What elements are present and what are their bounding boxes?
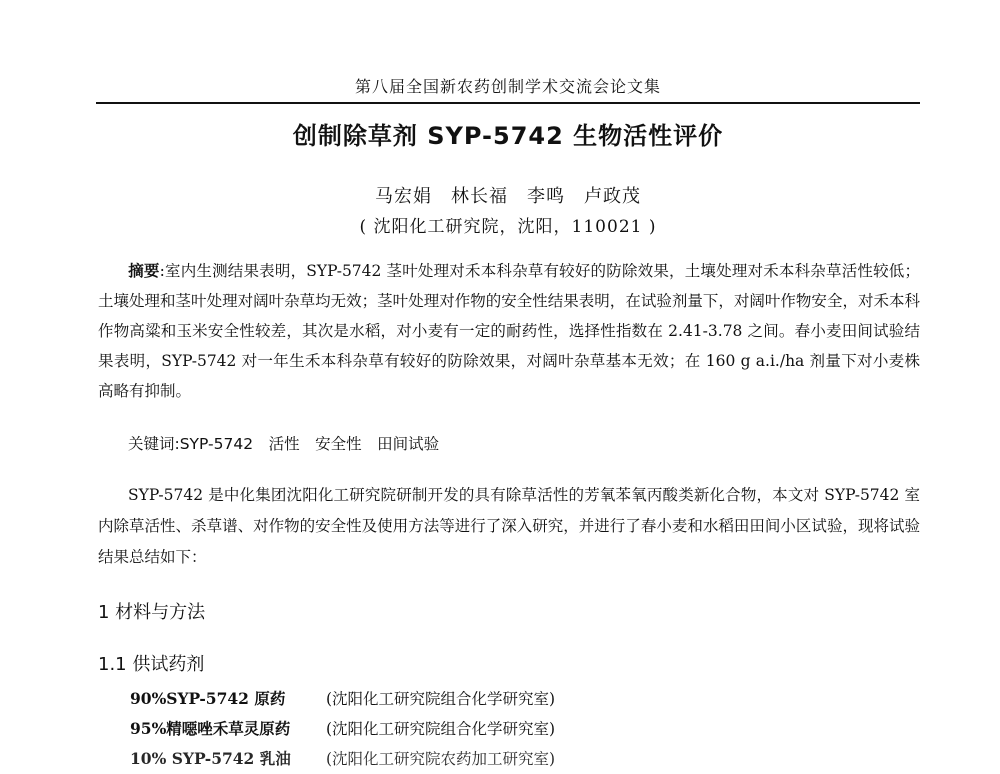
abstract-text: :室内生测结果表明，SYP-5742 茎叶处理对禾本科杂草有较好的防除效果，土壤处理对禾本科杂草活性较低；土壤处理和茎叶处理对阔叶杂草均无效；茎叶处理对作物的安全性结果表明，在试验剂量下，对阔叶作物安全，对禾本科作物高粱和玉米安全性较差，其次是水稻，对小麦有一定的耐药性，选择性指数在 2.41-3.78 之间。春小麦田间试验结果表明，SYP-5742 对一年生禾本科杂草有较好的防除效果，对阔叶杂草基本无效；在 160 g a.i./ha 剂量下对小麦株高略有抑制。 [98,262,920,400]
header-rule [96,102,920,104]
author-list: 马宏娟 林长福 李鸣 卢政茂 [375,186,641,207]
section-heading: 1 材料与方法 [98,602,206,623]
abstract [98,256,920,406]
material-source: (沈阳化工研究院组合化学研究室) [326,720,556,738]
intro-text: SYP-5742 是中化集团沈阳化工研究院研制开发的具有除草活性的芳氧苯氧丙酸类新化合物，本文对 SYP-5742 室内除草活性、杀草谱、对作物的安全性及使用方法等进行了深入研究，并进行了春小麦和水稻田田间小区试验，现将试验结果总结如下： [98,486,920,566]
running-head: 第八届全国新农药创制学术交流会论文集 [354,77,661,96]
material-name: 10% SYP-5742 乳油 [130,749,291,768]
affiliation: ( 沈阳化工研究院，沈阳，110021 ) [359,217,657,237]
paper-title: 创制除草剂 SYP-5742 生物活性评价 [292,122,724,150]
material-name: 90%SYP-5742 原药 [130,689,286,708]
material-name: 95%精噁唑禾草灵原药 [130,719,291,738]
subsection-heading: 1.1 供试药剂 [98,654,205,675]
intro-paragraph [98,480,920,573]
material-row [130,744,910,774]
abstract-label: 摘要 [128,261,160,280]
materials-list [130,684,910,774]
material-source: (沈阳化工研究院农药加工研究室) [326,750,556,768]
keywords: 关键词:SYP-5742 活性 安全性 田间试验 [128,435,440,453]
material-row [130,684,910,714]
material-source: (沈阳化工研究院组合化学研究室) [326,690,556,708]
material-row [130,714,910,744]
